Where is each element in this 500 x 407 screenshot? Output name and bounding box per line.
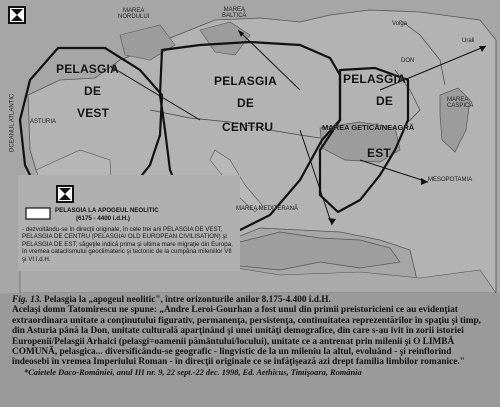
region-vest-line3: VEST [77, 106, 110, 120]
label-don: DON [401, 58, 415, 64]
caption-body: Acelaşi domn Tatomirescu ne spune: „Andre Leroi-Gourhan a fost unul din primii preistoricieni ce au evidenţiat extraordinara unitate a conţinutului figurativ, permanenţa, persistenţa, continuitatea reprezentărilor în spaţiu şi timp, din Asturia până la Don, unitate culturală aparţinând şi unei unităţi demografice, din care s-au ivit în zorii istoriei Europenii/Pelasgii Arhaici (pelasgi=oamenii pământului/locului), unitate ce a antrenat prin milenii şi O LIMBĂ COMUNĂ, pelasgica... diversificându-se geografic - lingvistic de la un mileniu la altul, evoluând - şi reinflorind îndeosebi în vremea Imperiului Roman - în direcţii originale ce se înfăţişează azi drept familia limbilor romanice." [12, 305, 481, 368]
region-centru-line2: DE [237, 96, 255, 110]
label-marea-getica: MAREA GETICĂ/NEAGRĂ [322, 123, 415, 132]
legend-dates: (6175 - 4400 i.d.H.) [76, 215, 130, 222]
region-centru-line1: PELASGIA [214, 74, 277, 88]
hourglass-logo-icon [8, 6, 26, 24]
figure-caption [12, 295, 488, 378]
region-est-line2: DE [376, 94, 394, 108]
label-urali: Urali [462, 38, 475, 44]
label-marea-mediterana: MAREA MEDITERANĂ [236, 206, 299, 212]
legend-title: PELASGIA LA APOGEUL NEOLITIC [55, 207, 159, 214]
label-marea-baltica: MAREA BALTICĂ [222, 7, 247, 19]
legend-description: - dezvoltându-se în direcţii originale, în cele trei arii PELASGIA DE VEST, PELASGIA DE CENTRU (PELASGIA/ OLD EUROPEAN CIVILISATION) şi PELASGIA DE EST; săgeţile indică prima şi ultima mare migraţie din Europa, în vremea cataclismului geoclimateric şi tectonic de la cumpăna mileniilor VII şi VI î.d.H. [22, 226, 233, 263]
legend-swatch [26, 208, 50, 219]
region-est-line1: PELASGIA [343, 72, 406, 86]
label-marea-nordului: MAREA NORDULUI [118, 8, 150, 20]
region-vest-line1: PELASGIA [56, 62, 119, 76]
region-vest-line2: DE [84, 84, 102, 98]
hourglass-legend-icon [56, 185, 74, 203]
caption-fig-number: Fig. 13. [12, 295, 42, 305]
label-asturia: ASTURIA [30, 119, 57, 125]
label-volga: Volga [392, 21, 408, 27]
region-est-line3: EST [367, 146, 391, 160]
label-mesopotamia: MESOPOTAMIA [428, 177, 473, 183]
caption-title: Pelasgia la „apogeul neolitic", între orizonturile anilor 8.175-4.400 î.d.H. [41, 295, 331, 305]
caption-footnote: *Caietele Daco-României, anul III nr. 9, 22 sept.-22 dec. 1998, Ed. Aethicus, Timişoara, România [24, 367, 362, 377]
label-marea-caspica: MAREA CASPICĂ [447, 97, 474, 109]
label-oceanul-atlantic: OCEANUL ATLANTIC [9, 93, 16, 153]
region-centru-line3: CENTRU [222, 120, 274, 134]
